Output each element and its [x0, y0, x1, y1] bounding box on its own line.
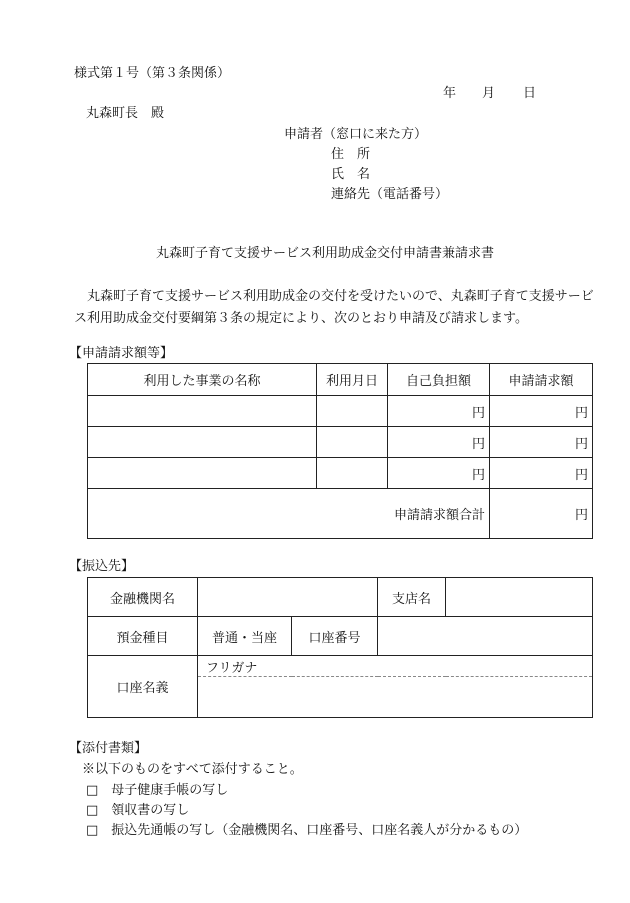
table-row: [88, 427, 593, 458]
table-row: [88, 396, 593, 427]
date-year: 年: [443, 86, 457, 101]
applicant-contact-label: 連絡先（電話番号）: [331, 187, 449, 202]
bank-name-label: 金融機関名: [88, 578, 198, 617]
self-pay-cell[interactable]: 円: [388, 458, 490, 489]
deposit-type-label: 預金種目: [88, 617, 198, 656]
usage-date-cell[interactable]: [317, 396, 388, 427]
applicant-address-label: 住 所: [331, 147, 371, 162]
attachment-item: □ 母子健康手帳の写し: [86, 783, 229, 798]
furigana-field[interactable]: フリガナ: [198, 656, 593, 677]
addressee: 丸森町長 殿: [86, 106, 165, 121]
column-request-amount: 申請請求額: [490, 364, 593, 396]
request-section-heading: 【申請請求額等】: [69, 346, 174, 361]
document-title: 丸森町子育て支援サービス利用助成金交付申請書兼請求書: [156, 246, 495, 261]
body-paragraph: 丸森町子育て支援サービス利用助成金の交付を受けたいので、丸森町子育て支援サービス利用助成金交付要綱第３条の規定により、次のとおり申請及び請求します。: [74, 289, 594, 326]
total-label: 申請請求額合計: [88, 489, 490, 539]
column-service-name: 利用した事業の名称: [88, 364, 317, 396]
request-amount-cell[interactable]: 円: [490, 458, 593, 489]
applicant-heading: 申請者（窓口に来た方）: [284, 127, 428, 142]
date-day: 日: [523, 86, 537, 101]
service-name-cell[interactable]: [88, 458, 317, 489]
applicant-name-label: 氏 名: [331, 167, 371, 182]
account-holder-field[interactable]: [198, 677, 593, 718]
account-holder-label: 口座名義: [88, 656, 198, 718]
account-number-label: 口座番号: [292, 617, 378, 656]
deposit-type-value[interactable]: 普通・当座: [198, 617, 292, 656]
usage-date-cell[interactable]: [317, 458, 388, 489]
date-month: 月: [482, 86, 496, 101]
attachments-heading: 【添付書類】: [69, 741, 148, 756]
column-self-pay: 自己負担額: [388, 364, 490, 396]
request-amount-cell[interactable]: 円: [490, 427, 593, 458]
branch-label: 支店名: [378, 578, 446, 617]
account-number-field[interactable]: [378, 617, 593, 656]
column-usage-date: 利用月日: [317, 364, 388, 396]
request-amount-cell[interactable]: 円: [490, 396, 593, 427]
transfer-section-heading: 【振込先】: [69, 559, 135, 574]
attachment-item: □ 振込先通帳の写し（金融機関名、口座番号、口座名義人が分かるもの）: [86, 823, 528, 838]
form-number: 様式第１号（第３条関係）: [74, 66, 231, 81]
branch-field[interactable]: [446, 578, 593, 617]
service-name-cell[interactable]: [88, 396, 317, 427]
bank-name-field[interactable]: [198, 578, 378, 617]
table-row: [88, 458, 593, 489]
self-pay-cell[interactable]: 円: [388, 427, 490, 458]
attachments-note: ※以下のものをすべて添付すること。: [82, 762, 303, 777]
self-pay-cell[interactable]: 円: [388, 396, 490, 427]
transfer-table: [87, 577, 593, 718]
usage-date-cell[interactable]: [317, 427, 388, 458]
attachment-item: □ 領収書の写し: [86, 803, 190, 818]
request-table: [87, 363, 593, 539]
service-name-cell[interactable]: [88, 427, 317, 458]
total-amount-cell[interactable]: 円: [490, 489, 593, 539]
